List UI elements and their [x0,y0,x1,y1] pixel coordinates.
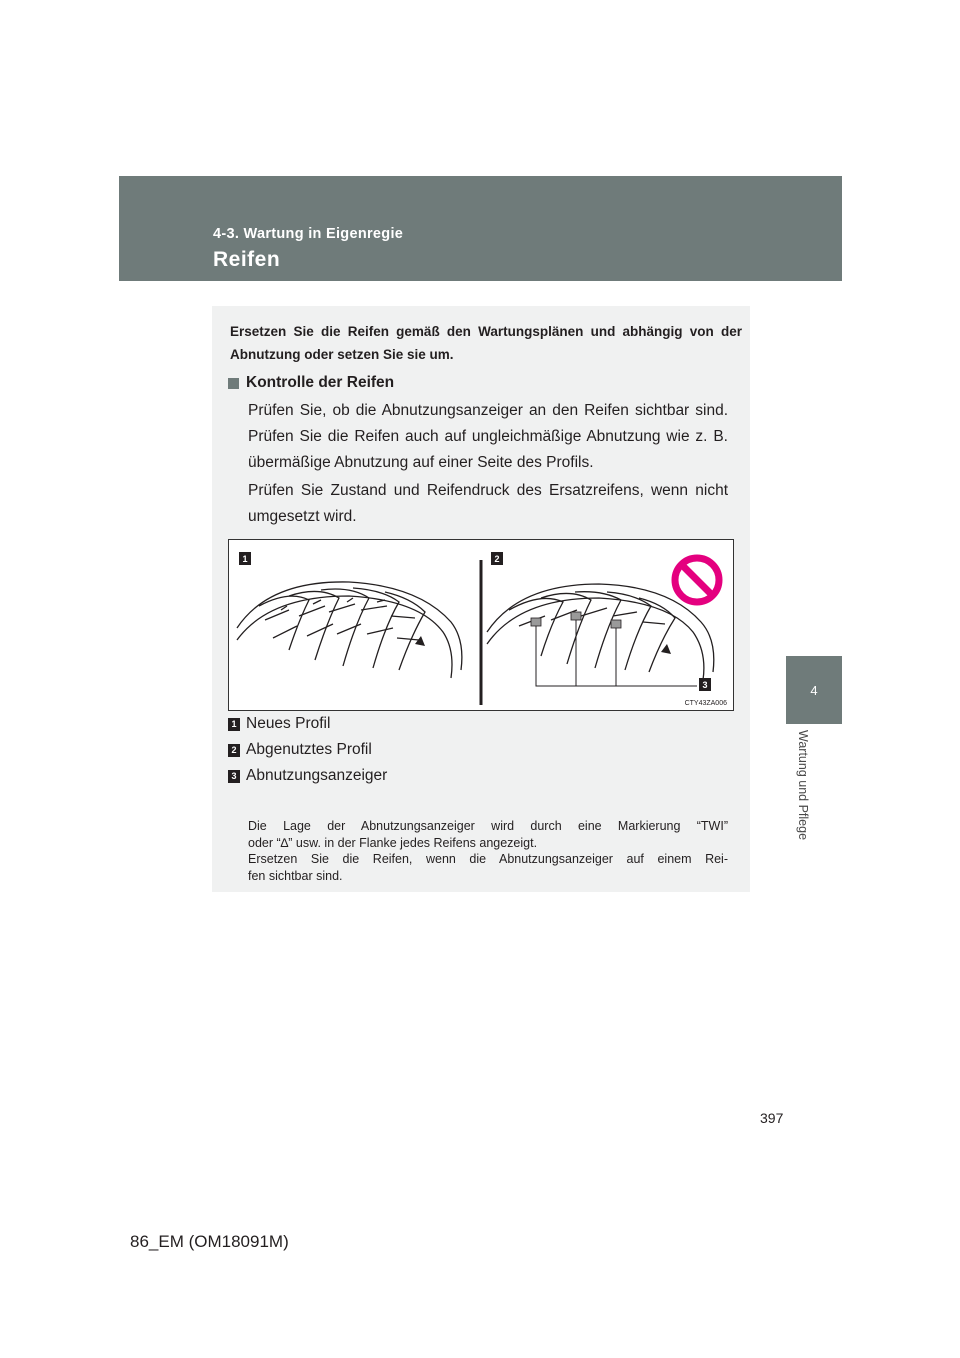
paragraph-check-wear: Prüfen Sie, ob die Abnutzungsanzeiger an den Reifen sichtbar sind. Prüfen Sie die Reifen auch auf ungleichmäßige Abnutzung wie z. B. übermäßige Abnutzung auf einer Seite des Profils. [248,402,728,471]
legend-item-wear-indicator [228,767,387,785]
wear-indicator-mark-right-icon [661,644,671,654]
legend-item-worn-tread [228,741,372,759]
legend-text: Abgenutztes Profil [246,741,372,758]
note-line-3: Ersetzen Sie die Reifen, wenn die Abnutzungsanzeiger auf einem Rei- [248,852,728,866]
figure-badge-2-text: 2 [494,554,500,564]
page-number: 397 [760,1110,784,1126]
legend-text: Abnutzungsanzeiger [246,767,388,784]
wear-indicator-mark-left-icon [415,636,425,646]
note-line-1: Die Lage der Abnutzungsanzeiger wird durch eine Markierung “TWI” [248,819,728,833]
intro-text: Ersetzen Sie die Reifen gemäß den Wartungsplänen und abhängig von der Abnutzung oder setzen Sie sie um. [230,324,742,362]
worn-tread-tire [487,584,714,686]
tire-illustration [229,540,733,710]
paragraph-spare-tire: Prüfen Sie Zustand und Reifendruck des Ersatzreifens, wenn nicht umgesetzt wird. [248,482,728,525]
figure-badge-1-text: 1 [242,554,248,564]
legend-text: Neues Profil [246,715,331,732]
note-line-4: fen sichtbar sind. [248,868,343,883]
chapter-number: 4 [810,682,818,698]
square-bullet-icon [228,378,239,389]
prohibited-icon [675,558,719,602]
page-title: Reifen [213,248,281,271]
figure-code: CTY43ZA006 [684,700,727,707]
section-heading [228,374,394,392]
content-box [212,306,750,892]
page-header [119,176,842,281]
chapter-label: Wartung und Pflege [796,730,810,841]
chapter-tab [786,656,842,724]
legend-badge: 1 [228,718,240,731]
new-tread-tire [237,582,462,678]
document-code: 86_EM (OM18091M) [130,1232,289,1251]
tire-tread-figure [228,539,734,711]
section-label: 4-3. Wartung in Eigenregie [213,226,404,242]
figure-badge-3-text: 3 [702,680,708,690]
legend-badge: 2 [228,744,240,757]
section-heading-text: Kontrolle der Reifen [246,374,395,391]
wear-indicator-note [248,818,728,884]
note-line-2: oder “∆” usw. in der Flanke jedes Reifens angezeigt. [248,835,538,850]
legend-badge: 3 [228,770,240,783]
legend-item-new-tread [228,715,330,733]
